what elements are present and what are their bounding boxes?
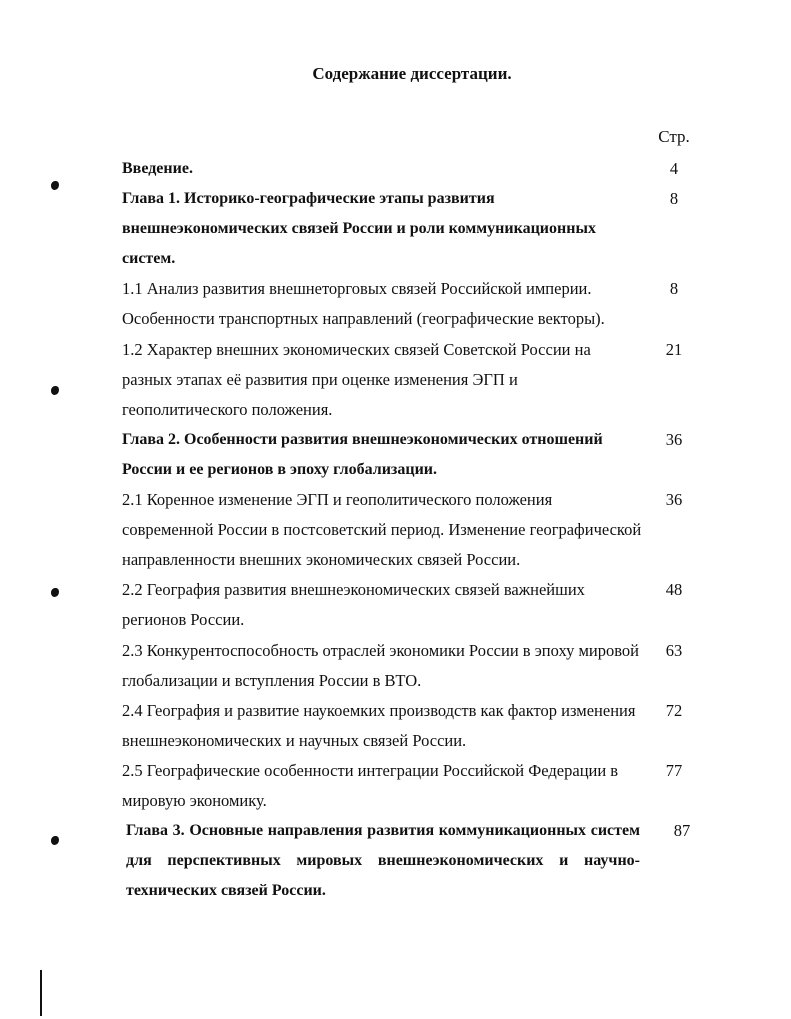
- margin-scan-line: [40, 970, 42, 1016]
- toc-entry-section-2-1[interactable]: [122, 485, 702, 575]
- toc-entry-page: 8: [669, 189, 679, 209]
- margin-punch-mark: [51, 386, 59, 395]
- toc-entry-section-2-4[interactable]: [122, 696, 702, 756]
- toc-entry-section-1-2[interactable]: [122, 335, 702, 425]
- toc-entry-page: 36: [665, 490, 683, 510]
- toc-entry-title: 2.3 Конкурентоспособность отраслей экономики России в эпоху мировой глобализации и вступления России в ВТО.: [122, 640, 639, 690]
- page-column-label: Стр.: [658, 127, 690, 146]
- toc-entry-title: 1.1 Анализ развития внешнеторговых связей Российской империи. Особенности транспортных направлений (географические векторы).: [122, 279, 605, 329]
- margin-punch-mark: [51, 836, 59, 845]
- toc-entry-chapter-1[interactable]: [122, 184, 702, 274]
- margin-punch-mark: [51, 588, 59, 597]
- toc-entry-chapter-2[interactable]: [122, 425, 702, 485]
- toc-entry-page: 63: [665, 640, 683, 660]
- toc-entry-section-2-3[interactable]: [122, 636, 702, 696]
- table-of-contents: [122, 154, 702, 906]
- toc-entry-page: 77: [665, 760, 683, 780]
- toc-entry-page: 87: [673, 821, 691, 841]
- toc-entry-page: 36: [665, 429, 683, 449]
- toc-entry-title: Глава 1. Историко-географические этапы развития внешнеэкономических связей России и роли коммуникационных систем.: [122, 190, 596, 268]
- toc-entry-title: Введение.: [122, 160, 193, 177]
- margin-punch-mark: [51, 181, 59, 190]
- toc-entry-introduction[interactable]: [122, 154, 702, 184]
- toc-entry-page: 8: [669, 279, 679, 299]
- toc-entry-title: 2.4 География и развитие наукоемких производств как фактор изменения внешнеэкономических и научных связей России.: [122, 700, 636, 750]
- toc-entry-title: Глава 3. Основные направления развития коммуникационных систем для перспективных мировых внешнеэкономических и научно-технических связей России.: [126, 822, 640, 900]
- toc-entry-title: Глава 2. Особенности развития внешнеэкономических отношений России и ее регионов в эпоху глобализации.: [122, 430, 603, 478]
- toc-entry-page: 4: [669, 159, 679, 178]
- toc-entry-section-2-2[interactable]: [122, 575, 702, 635]
- toc-entry-title: 2.1 Коренное изменение ЭГП и геополитического положения современной России в постсоветский период. Изменение географической направленности внешних экономических связей России.: [122, 490, 642, 570]
- toc-entry-title: 1.2 Характер внешних экономических связей Советской России на разных этапах её развития при оценке изменения ЭГП и геополитического положения.: [122, 339, 591, 419]
- toc-entry-page: 72: [665, 700, 683, 720]
- toc-entry-title: 2.2 География развития внешнеэкономических связей важнейших регионов России.: [122, 580, 585, 630]
- toc-entry-page: 21: [665, 339, 683, 359]
- toc-entry-page: 48: [665, 580, 683, 600]
- toc-entry-section-1-1[interactable]: [122, 274, 702, 334]
- toc-entry-section-2-5[interactable]: [122, 756, 702, 816]
- toc-entry-chapter-3[interactable]: [126, 816, 702, 906]
- toc-entry-title: 2.5 Географические особенности интеграции Российской Федерации в мировую экономику.: [122, 760, 619, 810]
- page-title: Содержание диссертации.: [312, 64, 512, 83]
